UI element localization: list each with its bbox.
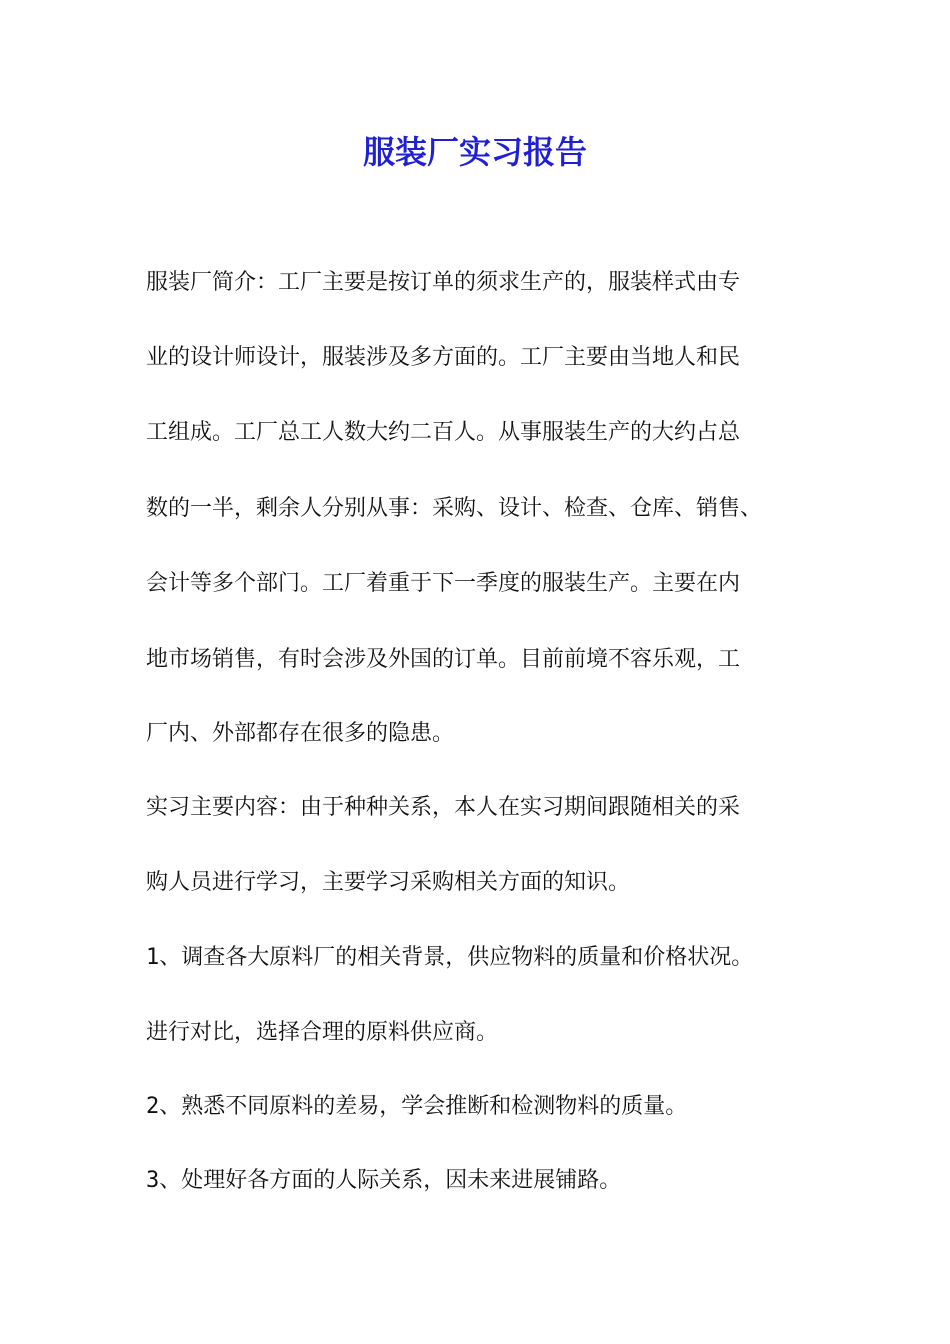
body-line: 购人员进行学习，主要学习采购相关方面的知识。 [146, 870, 631, 895]
body-line: 工组成。工厂总工人数大约二百人。从事服装生产的大约占总 [146, 420, 741, 445]
body-line: 进行对比，选择合理的原料供应商。 [146, 1020, 499, 1045]
body-line: 业的设计师设计，服装涉及多方面的。工厂主要由当地人和民 [146, 345, 741, 370]
body-line: 3、处理好各方面的人际关系，因未来进展铺路。 [146, 1168, 622, 1193]
document-title: 服装厂实习报告 [362, 133, 587, 171]
body-line: 实习主要内容：由于种种关系，本人在实习期间跟随相关的采 [146, 795, 741, 820]
body-line: 数的一半，剩余人分别从事：采购、设计、检查、仓库、销售、 [146, 496, 763, 521]
body-line: 2、熟悉不同原料的差易，学会推断和检测物料的质量。 [146, 1094, 688, 1119]
body-line: 服装厂简介：工厂主要是按订单的须求生产的，服装样式由专 [146, 270, 741, 295]
body-line: 地市场销售，有时会涉及外国的订单。目前前境不容乐观，工 [146, 647, 741, 672]
body-line: 会计等多个部门。工厂着重于下一季度的服装生产。主要在内 [146, 571, 741, 596]
body-line: 1、调查各大原料厂的相关背景，供应物料的质量和价格状况。 [146, 945, 754, 970]
body-line: 厂内、外部都存在很多的隐患。 [146, 721, 455, 746]
